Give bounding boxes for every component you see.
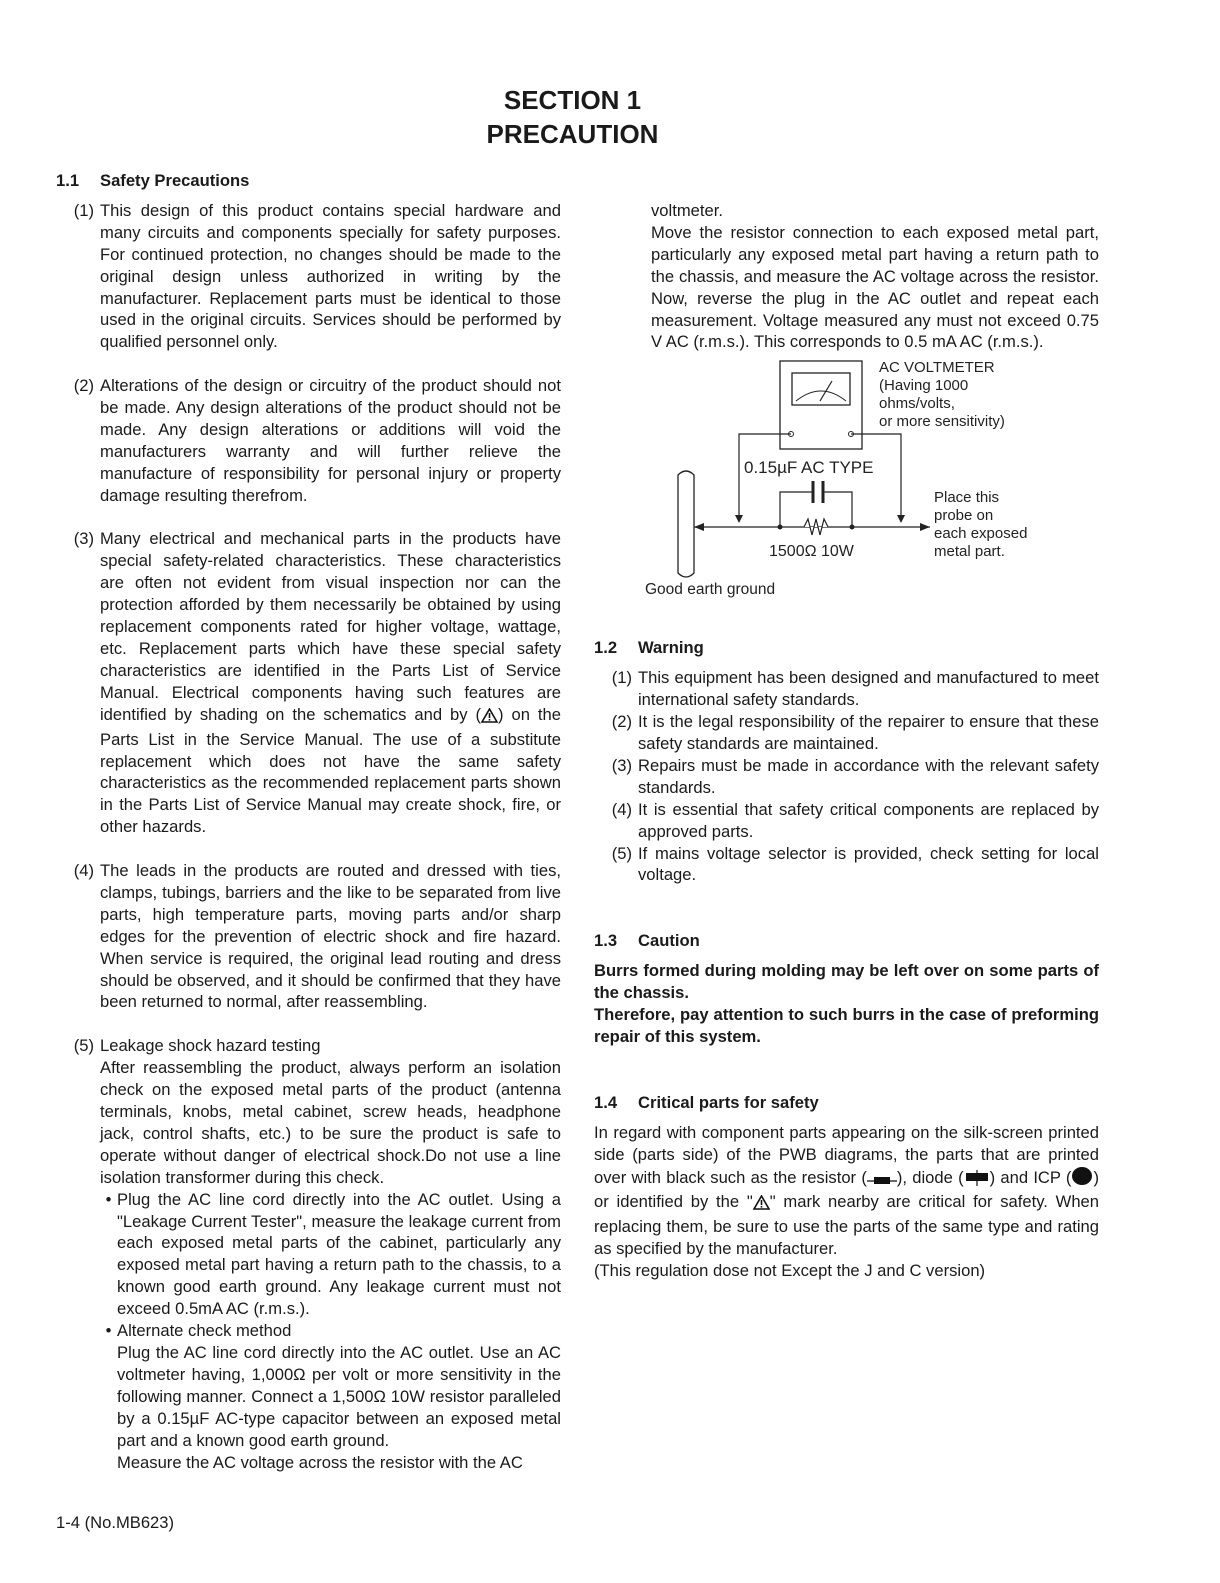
left-column: [56, 170, 561, 1473]
resistor-label: 1500Ω 10W: [769, 543, 854, 561]
right-column: [594, 200, 1099, 1282]
page-footer: 1-4 (No.MB623): [56, 1513, 175, 1532]
probe-label: Place this probe on each exposed metal part.: [934, 489, 1028, 561]
warning-item: (4) It is essential that safety critical components are replaced by approved parts.: [611, 799, 1099, 841]
circuit-diagram: [594, 359, 1099, 609]
heading-1-4: 1.4 Critical parts for safety: [594, 1092, 819, 1112]
warning-item: (1) This equipment has been designed and manufactured to meet international safety standards.: [611, 668, 1099, 710]
warning-item: (2) It is the legal responsibility of the repairer to ensure that these safety standards are maintained.: [611, 712, 1099, 753]
icp-symbol-icon: [1071, 1166, 1093, 1192]
diode-symbol-icon: [964, 1170, 990, 1192]
precaution-item-4: (4) The leads in the products are routed and dressed with ties, clamps, tubings, barriers and the like to be separated from live parts, high temperature parts, moving parts and/or sharp edges for the prevention of electric shock and fire hazard. When service is required, the original lead routing and dress should be observed, and it should be confirmed that they have been returned to normal, after reassembling.: [73, 861, 561, 1012]
leakage-test-diagram: [594, 359, 1099, 609]
precaution-item-3: (3) Many electrical and mechanical parts in the products have special safety-related characteristics. These characteristics are often not evident from visual inspection nor can the protection afforded by them necessarily be obtained by using replacement components rated for higher voltage, wattage, etc. Replacement parts which have these special safety characteristics are identified in the Parts List of Service Manual. Electrical components having such features are identified by shading on the schematics and by ( ) on the Parts List in the Service Manual. The use of a substitute replacement which does not have the same safety characteristics as the recommended replacement parts shown in the Parts List of Service Manual may create shock, fire, or other hazards.: [73, 529, 561, 837]
critical-parts-text: In regard with component parts appearing on the silk-screen printed side (parts side) of the PWB diagrams, the parts that are printed over with black such as the resistor ( ), diode ( ) and ICP ( ) or identified by the " " mark nearby are critical for safety. When replacing them, be sure to use the parts of the same type and rating as specified by the manufacturer.: [594, 1122, 1100, 1259]
heading-1-1: 1.1 Safety Precautions: [56, 171, 250, 190]
resistor-symbol-icon: [867, 1170, 897, 1192]
warning-item: (5) If mains voltage selector is provided, check setting for local voltage.: [611, 843, 1099, 885]
capacitor-label: 0.15µF AC TYPE: [744, 458, 874, 478]
precaution-item-2: (2) Alterations of the design or circuitry of the product should not be made. Any design alterations of the product should not be made. Any design alterations or additions will void the manufacturers warranty and will further relieve the manufacture of responsibility for personal injury or property damage resulting therefrom.: [73, 376, 561, 505]
continuation-voltmeter: voltmeter.: [651, 201, 723, 220]
warning-item: (3) Repairs must be made in accordance with the relevant safety standards.: [611, 755, 1099, 797]
voltmeter-label: AC VOLTMETER (Having 1000 ohms/volts, or more sensitivity): [879, 359, 1005, 431]
section-title: PRECAUTION: [486, 119, 659, 149]
leakage-method-1: • Plug the AC line cord directly into the AC outlet. Using a "Leakage Current Tester", measure the leakage current from each exposed metal parts of the cabinet, particularly any exposed metal part having a return path to the chassis, to a known good earth ground. Any leakage current must not exceed 0.5mA AC (r.m.s.).: [105, 1189, 561, 1319]
section-number: SECTION 1: [503, 85, 642, 115]
alternate-method-measure: Measure the AC voltage across the resistor with the AC: [117, 1452, 523, 1472]
ground-label: Good earth ground: [645, 581, 776, 599]
leakage-intro: After reassembling the product, always perform an isolation check on the exposed metal parts of the product (antenna terminals, knobs, metal cabinet, screw heads, headphone jack, control shafts, etc.) to be sure the product is safe to operate without danger of electrical shock.Do not use a line isolation transformer during this check.: [100, 1058, 561, 1187]
continuation-text: Move the resistor connection to each exposed metal part, particularly any exposed metal part having a return path to the chassis, and measure the AC voltage across the resistor. Now, reverse the plug in the AC outlet and repeat each measurement. Voltage measured any must not exceed 0.75 V AC (r.m.s.). This corresponds to 0.5 mA AC (r.m.s.).: [651, 222, 1099, 352]
warning-triangle-icon: [753, 1194, 770, 1216]
regulation-note: (This regulation dose not Except the J and C version): [594, 1261, 986, 1281]
alternate-method-text: Plug the AC line cord directly into the AC outlet. Use an AC voltmeter having, 1,000Ω per volt or more sensitivity in the following manner. Connect a 1,500Ω 10W resistor paralleled by a 0.15µF AC-type capacitor between an exposed metal part and a known good earth ground.: [117, 1342, 561, 1450]
precaution-item-5: (5) Leakage shock hazard testing: [73, 1036, 321, 1056]
heading-1-3: 1.3 Caution: [594, 931, 700, 951]
caution-text-2: Therefore, pay attention to such burrs in the case of preforming repair of this system.: [594, 1005, 1099, 1046]
precaution-item-1: (1) This design of this product contains special hardware and many circuits and components specially for safety purposes. For continued protection, no changes should be made to the original design unless authorized in writing by the manufacturer. Replacement parts must be identical to those used in the original circuits. Services should be performed by qualified personnel only.: [73, 200, 561, 352]
caution-text-1: Burrs formed during molding may be left over on some parts of the chassis.: [594, 961, 1099, 1003]
heading-1-2: 1.2 Warning: [594, 638, 704, 658]
warning-triangle-icon: [481, 707, 498, 729]
leakage-method-2: • Alternate check method: [105, 1321, 292, 1341]
